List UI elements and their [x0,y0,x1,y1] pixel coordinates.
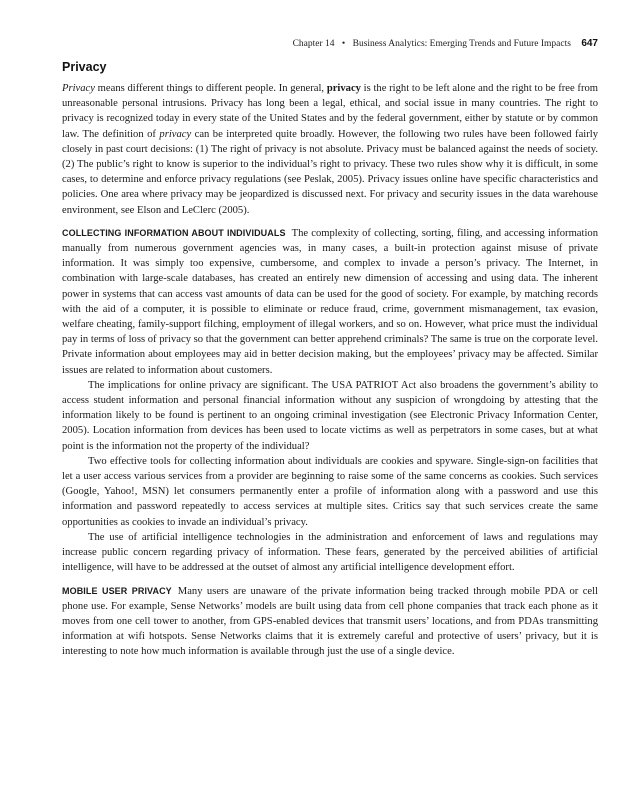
privacy-term-italic: Privacy [62,83,95,94]
privacy-term-bold: privacy [326,83,361,94]
collecting-paragraph-2: The implications for online privacy are significant. The USA PATRIOT Act also broadens the government’s ability to access student information and personal financial information without any suspicion of wrongdoing by attesting that the information likely to be found is pertinent to an ongoing criminal investigation (see Electronic Privacy Information Center, 2005). Location information from devices has been used to locate victims as well as perpetrators in some cases, but at what point is the information not the property of the individual? [62,379,598,452]
privacy-paragraph [62,81,598,218]
body-text [62,81,598,660]
collecting-runin-heading: COLLECTING INFORMATION ABOUT INDIVIDUALS [62,227,286,238]
privacy-text-1: means different things to different people. In general, [94,83,327,94]
privacy-term-italic-2: privacy [159,128,192,140]
privacy-text-3: can be interpreted quite broadly. However, the following two rules have been followed fairly closely in past court decisions: (1) The right of privacy is not absolute. Privacy must be balanced against the needs of society. (2) The public’s right to know is superior to the individual’s right to privacy. These two rules show why it is difficult, in some cases, to determine and enforce privacy regulations (see Peslak, 2005). Privacy issues online have specific characteristics and policies. One area where privacy may be jeopardized is discussed next. For privacy and security issues in the data warehouse environment, see Elson and LeClerc (2005). [62,128,598,216]
running-head-bullet: • [341,39,346,49]
mobile-paragraph [62,584,598,660]
section-heading-privacy: Privacy [62,60,107,74]
running-head-chapter: Chapter 14 [292,39,335,49]
collecting-text-1: The complexity of collecting, sorting, filing, and accessing information manually from numerous government agencies was, in many cases, a built-in protection against misuse of private information. It was simply too expensive, cumbersome, and complex to invade a person’s privacy. The Internet, in combination with large-scale databases, has created an entirely new dimension of accessing and using data. The inherent power in systems that can access vast amounts of data can be used for the good of society. For example, by matching records with the aid of a computer, it is possible to eliminate or reduce fraud, crime, government mismanagement, tax evasion, welfare cheating, family-support filching, employment of illegal workers, and so on. However, what price must the individual pay in terms of loss of privacy so that the government can better apprehend criminals? The same is true on the corporate level. Private information about employees may aid in better decision making, but the employees’ privacy may be affected. Similar issues are related to information about customers. [62,227,598,376]
running-head [62,38,598,49]
mobile-runin-heading: MOBILE USER PRIVACY [62,585,172,596]
collecting-paragraph-3: Two effective tools for collecting information about individuals are cookies and spyware. Single-sign-on facilities that let a user access various services from a provider are beginning to raise some of the same concerns as cookies. Such services (Google, Yahoo!, MSN) let consumers permanently enter a profile of information along with a password and use this information and password repeatedly to access services at multiple sites. Critics say that such services create the same opportunities as cookies to invade an individual’s privacy. [62,455,598,528]
privacy-text-2: is the right to be left alone and the right to be free from unreasonable personal intrusions. Privacy has long been a legal, ethical, and social issue in many countries. The right to privacy is recognized today in every state of the United States and by the federal government, either by statute or by common law. The definition of [62,83,599,140]
mobile-text: Many users are unaware of the private information being tracked through mobile PDA or cell phone use. For example, Sense Networks’ models are built using data from cell phone companies that track each phone as it moves from one cell tower to another, from GPS-enabled devices that transmit users’ locations, and from PDAs transmitting information at wifi hotspots. Sense Networks claims that it is extremely careful and protective of users’ privacy, but it is interesting to note how much information is available through just the use of a single device. [62,585,598,658]
collecting-paragraph-4: The use of artificial intelligence technologies in the administration and enforcement of laws and regulations may increase public concern regarding privacy of information. These fears, generated by the perceived abilities of artificial intelligence, will have to be addressed at the outset of almost any artificial intelligence development effort. [62,531,598,574]
running-head-title: Business Analytics: Emerging Trends and Future Impacts [352,39,571,49]
page-number: 647 [581,38,598,49]
collecting-paragraph-1 [62,226,598,378]
